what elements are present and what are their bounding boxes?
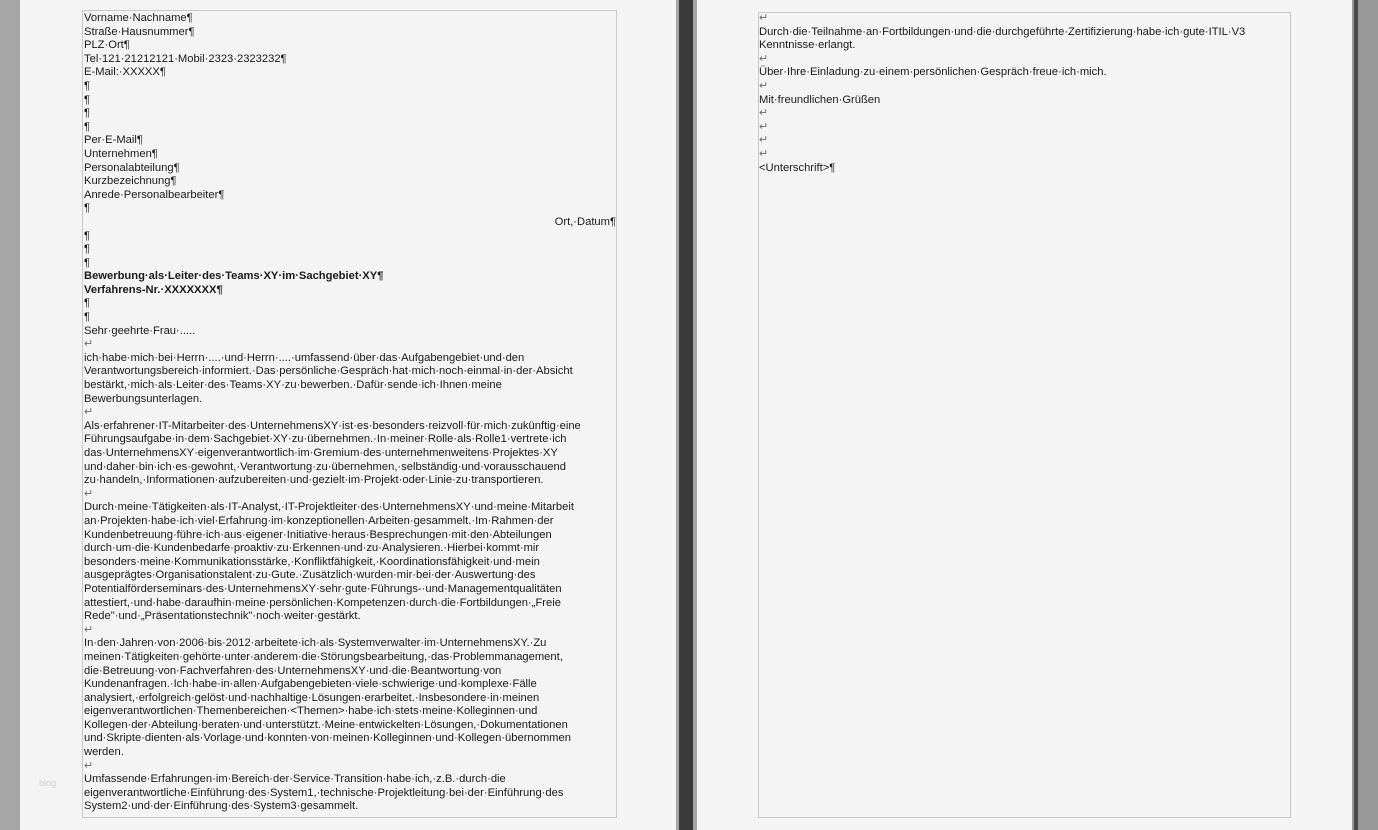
line-break-mark: ↵ [759, 79, 769, 92]
text-line[interactable] [84, 760, 616, 774]
text-line[interactable]: Unternehmen¶ [84, 147, 158, 160]
left-gutter [0, 0, 20, 830]
text-line[interactable]: und·Skripte·dienten·als·Vorlage·und·konnten·von·meinen·Kolleginnen·und·Kollegen·übernommen [84, 732, 571, 745]
text-line[interactable]: bestärkt,·mich·als·Leiter·des·Teams·XY·zu·bewerben.·Dafür·sende·ich·Ihnen·meine [84, 379, 502, 392]
text-line[interactable]: Führungsaufgabe·in·dem·Sachgebiet·XY·zu·übernehmen.·In·meiner·Rolle·als·Rolle1·vertrete·ich [84, 433, 567, 446]
text-line[interactable]: PLZ·Ort¶ [84, 39, 130, 52]
line-break-mark: ↵ [759, 52, 769, 65]
text-line[interactable] [759, 80, 1291, 94]
text-line[interactable] [84, 338, 616, 352]
text-line[interactable]: Ort,·Datum¶ [554, 215, 616, 228]
text-line[interactable]: Kundenbetreuung·führe·ich·aus·eigener·Initiative·heraus·Besprechungen·mit·den·Abteilungen [84, 528, 552, 541]
text-line[interactable]: Durch·meine·Tätigkeiten·als·IT-Analyst,·IT-Projektleiter·des·UnternehmensXY·und·meine·Mitarbeit [84, 501, 574, 514]
line-break-mark: ↵ [759, 107, 769, 120]
line-break-mark: ↵ [84, 406, 94, 419]
page-2-text[interactable] [759, 12, 1291, 175]
text-line[interactable]: zu·handeln,·Informationen·aufzubereiten·und·gezielt·im·Projekt·oder·Linie·zu·transportieren. [84, 474, 544, 487]
text-line[interactable]: ¶ [84, 243, 91, 256]
text-line[interactable]: attestiert,·und·habe·daraufhin·meine·persönlichen·Kompetenzen·durch·die·Fortbildungen·„Freie [84, 596, 561, 609]
text-line[interactable]: Verantwortungsbereich·informiert.·Das·persönliche·Gespräch·hat·mich·noch·einmal·in·der·Absicht [84, 365, 573, 378]
text-line[interactable] [759, 121, 1291, 135]
text-line[interactable]: Umfassende·Erfahrungen·im·Bereich·der·Service·Transition·habe·ich,·z.B.·durch·die [84, 773, 506, 786]
text-line[interactable]: Straße·Hausnummer¶ [84, 25, 195, 38]
text-line[interactable]: Vorname·Nachname¶ [84, 12, 193, 24]
text-line[interactable]: Bewerbung·als·Leiter·des·Teams·XY·im·Sachgebiet·XY¶ [84, 270, 384, 283]
text-line[interactable]: ¶ [84, 107, 91, 120]
line-break-mark: ↵ [84, 759, 94, 772]
document-page-2[interactable] [697, 0, 1352, 830]
text-line[interactable] [759, 148, 1291, 162]
text-line[interactable]: Durch·die·Teilnahme·an·Fortbildungen·und·die·durchgeführte·Zertifizierung·habe·ich·gute·ITIL·V3 [759, 25, 1246, 38]
text-line[interactable]: ¶ [84, 120, 91, 133]
text-line[interactable]: eigenverantwortliche·Einführung·des·System1,·technische·Projektleitung·bei·der·Einführung·des [84, 786, 564, 799]
text-line[interactable]: ausgeprägtes·Organisationstalent·zu·Gute.·Zusätzlich·wurden·mir·bei·der·Auswertung·des [84, 569, 536, 582]
text-line[interactable] [84, 624, 616, 638]
text-line[interactable]: analysiert,·erfolgreich·gelöst·und·nachhaltige·Lösungen·erarbeitet.·Insbesondere·in·meinen [84, 691, 540, 704]
text-line[interactable]: ¶ [84, 202, 91, 215]
text-line[interactable]: Als·erfahrener·IT-Mitarbeiter·des·UnternehmensXY·ist·es·besonders·reizvoll·für·mich·zukünftig·eine [84, 419, 581, 432]
text-line[interactable]: System2·und·der·Einführung·des·System3·gesammelt. [84, 800, 359, 813]
text-line[interactable]: ¶ [84, 311, 91, 324]
text-line[interactable]: ¶ [84, 256, 91, 269]
text-line[interactable]: das·UnternehmensXY·eigenverantwortlich·im·Gremium·des·unternehmenweitens·Projektes·XY [84, 447, 558, 459]
line-break-mark: ↵ [84, 338, 94, 351]
text-line[interactable]: Kurzbezeichnung¶ [84, 175, 177, 188]
text-line[interactable]: eigenverantwortlichen·Themenbereichen·<Themen>·habe·ich·stets·meine·Kolleginnen·und [84, 705, 538, 718]
text-line[interactable]: Potentialförderseminars·des·UnternehmensXY·sehr·gute·Führungs-·und·Managementqualitäten [84, 582, 562, 595]
text-line[interactable] [759, 107, 1291, 121]
text-line[interactable]: Personalabteilung¶ [84, 161, 180, 174]
text-line[interactable]: Mit·freundlichen·Grüßen [759, 93, 881, 106]
line-break-mark: ↵ [759, 147, 769, 160]
text-line[interactable]: Sehr·geehrte·Frau·..... [84, 324, 196, 337]
text-line[interactable]: besonders·meine·Kommunikationsstärke,·Konfliktfähigkeit,·Koordinationsfähigkeit·und·mein [84, 555, 540, 568]
line-break-mark: ↵ [759, 120, 769, 133]
text-line[interactable]: Tel·121·21212121·Mobil·2323·2323232¶ [84, 52, 287, 65]
text-line[interactable]: In·den·Jahren·von·2006·bis·2012·arbeitete·ich·als·Systemverwalter·im·UnternehmensXY.·Zu [84, 637, 547, 650]
line-break-mark: ↵ [759, 12, 769, 24]
text-line[interactable]: ¶ [84, 297, 91, 310]
text-line[interactable]: werden. [84, 746, 124, 759]
text-line[interactable]: <Unterschrift>¶ [759, 161, 836, 174]
text-line[interactable]: Kundenanfragen.·Ich·habe·in·allen·Aufgabengebieten·viele·schwierige·und·komplexe·Fälle [84, 678, 537, 691]
line-break-mark: ↵ [759, 134, 769, 147]
page-divider [679, 0, 693, 830]
text-line[interactable]: an·Projekten·habe·ich·viel·Erfahrung·im·konzeptionellen·Arbeiten·gesammelt.·Im·Rahmen·der [84, 514, 554, 527]
text-line[interactable]: ¶ [84, 79, 91, 92]
watermark: blog [39, 778, 57, 788]
text-line[interactable]: Über·Ihre·Einladung·zu·einem·persönlichen·Gespräch·freue·ich·mich. [759, 66, 1107, 79]
text-line[interactable]: ¶ [84, 229, 91, 242]
text-line[interactable] [759, 12, 1291, 26]
page-1-text[interactable] [84, 12, 616, 814]
text-line[interactable]: Bewerbungsunterlagen. [84, 392, 203, 405]
text-line[interactable]: die·Betreuung·von·Fachverfahren·des·UnternehmensXY·und·die·Beantwortung·von [84, 664, 502, 677]
text-line[interactable]: ich·habe·mich·bei·Herrn·....·und·Herrn·....·umfassend·über·das·Aufgabengebiet·und·den [84, 351, 525, 364]
text-line[interactable]: E-Mail:·XXXXX¶ [84, 66, 166, 79]
text-line[interactable]: Kollegen·der·Abteilung·beraten·und·unterstützt.·Meine·entwickelten·Lösungen,·Dokumentationen [84, 718, 568, 731]
text-line[interactable]: durch·um·die·Kundenbedarfe·proaktiv·zu·Erkennen·und·zu·Analysieren.·Hierbei·kommt·mir [84, 542, 540, 555]
text-line[interactable] [84, 488, 616, 502]
text-line[interactable] [759, 134, 1291, 148]
text-line[interactable]: ¶ [84, 93, 91, 106]
text-line[interactable]: Anrede·Personalbearbeiter¶ [84, 188, 225, 201]
text-line[interactable] [84, 406, 616, 420]
text-line[interactable]: Rede"·und·„Präsentationstechnik"·noch·weiter·gestärkt. [84, 610, 361, 623]
text-line[interactable]: Per·E-Mail¶ [84, 134, 143, 147]
right-edge [1354, 0, 1358, 830]
text-line[interactable]: und·daher·bin·ich·es·gewohnt,·Verantwortung·zu·übernehmen,·selbständig·und·vorausschauend [84, 460, 566, 473]
text-line[interactable] [759, 53, 1291, 67]
line-break-mark: ↵ [84, 623, 94, 636]
text-line[interactable]: meinen·Tätigkeiten·gehörte·unter·anderem·die·Störungsbearbeitung,·das·Problemmanagement, [84, 650, 563, 663]
line-break-mark: ↵ [84, 487, 94, 500]
text-line[interactable]: Kenntnisse·erlangt. [759, 39, 856, 52]
document-page-1[interactable] [20, 0, 676, 830]
text-line[interactable]: Verfahrens-Nr.·XXXXXXX¶ [84, 283, 223, 296]
